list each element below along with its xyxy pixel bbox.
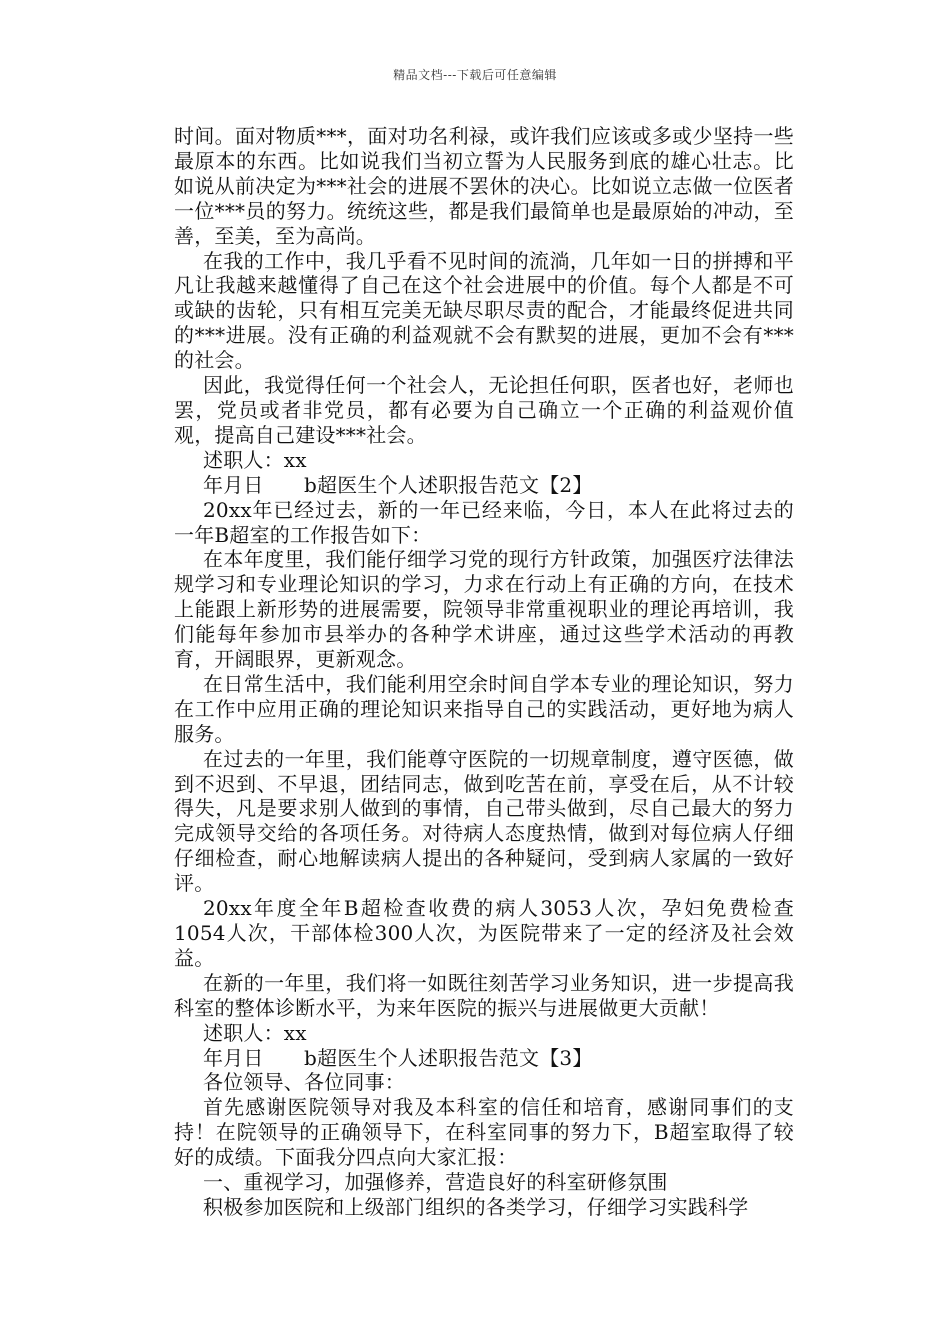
paragraph: 积极参加医院和上级部门组织的各类学习，仔细学习实践科学 [203, 1194, 749, 1219]
paragraph: 20xx年度全年B超检查收费的病人3053人次，孕妇免费检查1054人次，干部体检300人次，为医院带来了一定的经济及社会效益。 [174, 896, 794, 970]
paragraph: 在我的工作中，我几乎看不见时间的流淌，几年如一日的拼搏和平凡让我越来越懂得了自己在这个社会进展中的价值。每个人都是不可或缺的齿轮，只有相互完美无缺尽职尽责的配合，才能最终促进共同的***进展。没有正确的利益观就不会有默契的进展，更加不会有***的社会。 [174, 248, 794, 373]
signature-line: 述职人：xx [203, 447, 307, 472]
paragraph: 时间。面对物质***，面对功名利禄，或许我们应该或多或少坚持一些最原本的东西。比如说我们当初立誓为人民服务到底的雄心壮志。比如说从前决定为***社会的进展不罢休的决心。比如说立志做一位医者一位***员的努力。统统这些，都是我们最简单也是最原始的冲动，至善，至美，至为高尚。 [174, 124, 794, 248]
paragraph: 在日常生活中，我们能利用空余时间自学本专业的理论知识，努力在工作中应用正确的理论知识来指导自己的实践活动，更好地为病人服务。 [174, 671, 794, 746]
paragraph: 在新的一年里，我们将一如既往刻苦学习业务知识，进一步提高我科室的整体诊断水平，为来年医院的振兴与进展做更大贡献！ [174, 970, 794, 1020]
paragraph: 20xx年已经过去，新的一年已经来临，今日，本人在此将过去的一年B超室的工作报告如下： [174, 497, 794, 547]
section-title: 年月日 b超医生个人述职报告范文【2】 [203, 472, 593, 497]
salutation: 各位领导、各位同事： [203, 1070, 405, 1095]
page-header: 精品文档---下载后可任意编辑 [393, 68, 557, 82]
section-title: 年月日 b超医生个人述职报告范文【3】 [203, 1045, 593, 1070]
paragraph: 在过去的一年里，我们能尊守医院的一切规章制度，遵守医德，做到不迟到、不早退，团结同志，做到吃苦在前，享受在后，从不计较得失，凡是要求别人做到的事情，自己带头做到，尽自己最大的努力完成领导交给的各项任务。对待病人态度热情，做到对每位病人仔细仔细检查，耐心地解读病人提出的各种疑问，受到病人家属的一致好评。 [174, 746, 794, 896]
signature-line: 述职人：xx [203, 1020, 307, 1045]
subheading: 一、重视学习，加强修养，营造良好的科室研修氛围 [203, 1170, 668, 1195]
paragraph: 首先感谢医院领导对我及本科室的信任和培育，感谢同事们的支持！在院领导的正确领导下，在科室同事的努力下，B超室取得了较好的成绩。下面我分四点向大家汇报： [174, 1095, 794, 1170]
paragraph: 在本年度里，我们能仔细学习党的现行方针政策，加强医疗法律法规学习和专业理论知识的学习，力求在行动上有正确的方向，在技术上能跟上新形势的进展需要，院领导非常重视职业的理论再培训，我们能每年参加市县举办的各种学术讲座，通过这些学术活动的再教育，开阔眼界，更新观念。 [174, 547, 794, 672]
document-body [174, 124, 794, 1220]
paragraph: 因此，我觉得任何一个社会人，无论担任何职，医者也好，老师也罢，党员或者非党员，都有必要为自己确立一个正确的利益观价值观，提高自己建设***社会。 [174, 373, 794, 447]
